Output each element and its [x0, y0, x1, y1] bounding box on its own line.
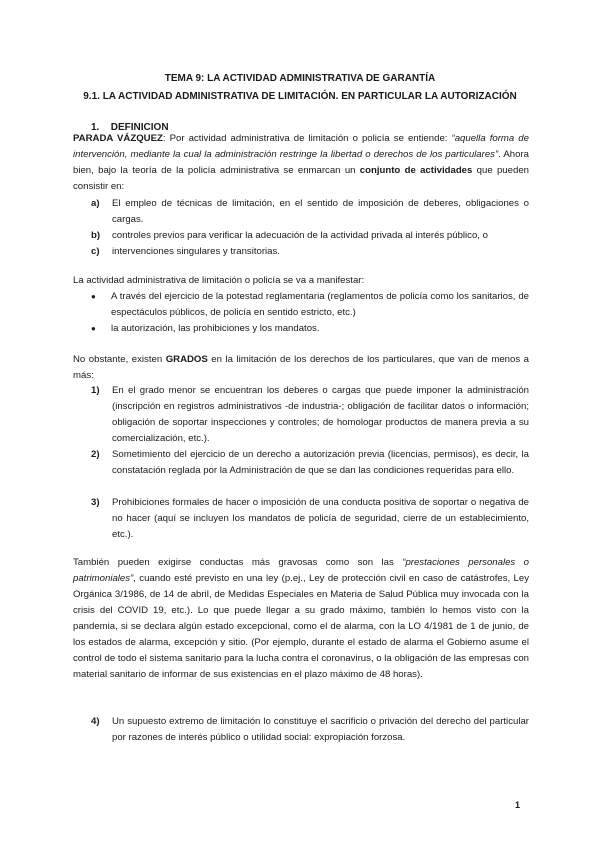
intro-text-1: : Por actividad administrativa de limitación o policía se entiende:: [162, 133, 452, 144]
intro-text-2: . Ahora bien, bajo la teoría de la policía administrativa se enmarcan un: [73, 149, 529, 176]
grado-marker: 3): [91, 497, 100, 508]
section-number: 1.: [91, 122, 100, 133]
grado-marker: 4): [91, 716, 100, 727]
grados-paragraph: [73, 352, 529, 384]
grado-text: Un supuesto extremo de limitación lo constituye el sacrificio o privación del derecho del particular por razones de interés público o utilidad social: expropiación forzosa.: [112, 716, 529, 743]
document-title: TEMA 9: LA ACTIVIDAD ADMINISTRATIVA DE GARANTÍA: [164, 73, 436, 84]
page-number: 1: [515, 800, 521, 810]
grado-text: En el grado menor se encuentran los deberes o cargas que puede imponer la administración (inscripción en registros administrativos -de industria-; obligación de facilitar datos o información; obligación de soportar inspecciones y controles; de homologar productos de manera previa a su comercialización, etc.).: [112, 385, 529, 444]
list-marker: a): [91, 198, 100, 209]
section-title: DEFINICION: [110, 122, 169, 133]
definition-quote: “aquella forma de intervención, mediante la cual la administración restringe la libertad o derechos de los particulares”: [73, 133, 529, 160]
intro-bold: conjunto de actividades: [359, 165, 473, 176]
list-marker: b): [91, 230, 101, 241]
document-subtitle: 9.1. LA ACTIVIDAD ADMINISTRATIVA DE LIMITACIÓN. EN PARTICULAR LA AUTORIZACIÓN: [83, 91, 517, 102]
list-text: El empleo de técnicas de limitación, en el sentido de imposición de deberes, obligaciones o cargas.: [112, 198, 529, 225]
grados-text-1: No obstante, existen: [73, 354, 166, 365]
grado-text: Sometimiento del ejercicio de un derecho a autorización previa (licencias, permisos), es decir, la constatación reglada por la Administración de que se dan las condiciones requeridas para ello.: [112, 449, 529, 476]
author-name: PARADA VÁZQUEZ: [73, 133, 163, 144]
intro-paragraph: [73, 131, 529, 195]
bullet-icon: ●: [91, 324, 96, 333]
grados-text-2: en la limitación de los derechos de los particulares, que van de menos a más:: [73, 354, 529, 381]
bullet-text: A través del ejercicio de la potestad reglamentaria (reglamentos de policía como los sanitarios, de espectáculos públicos, de policía en sentido estricto, etc.): [111, 291, 529, 318]
list-text: controles previos para verificar la adecuación de la actividad privada al interés público, o: [112, 230, 488, 241]
prestaciones-quote: “prestaciones personales o patrimoniales”: [73, 557, 529, 584]
list-marker: c): [91, 246, 100, 257]
grado-marker: 2): [91, 449, 100, 460]
prestaciones-text-2: , cuando esté previsto en una ley (p.ej., Ley de protección civil en caso de catástrofes, Ley Orgánica 3/1986, de 14 de abril, de Medidas Especiales en Materia de Salud Pública muy invocada con la crisis del COVID 19, etc.). Lo que puede llegar a su grado máximo, también lo hemos visto con la pandemia, si se declara algún estado excepcional, como el de alarma, con la LO 4/1981 de 1 de junio, de los estados de alarma, excepción y sitio. (Por ejemplo, durante el estado de alarma el Gobierno asume el control de todo el sistema sanitario para la lucha contra el coronavirus, o la obligación de las empresas con material sanitario de informar de sus existencias en el plazo máximo de 48 horas).: [73, 573, 529, 680]
manifest-intro: La actividad administrativa de limitación o policía se va a manifestar:: [73, 275, 365, 286]
grados-bold: GRADOS: [165, 354, 208, 365]
prestaciones-paragraph: [73, 555, 529, 683]
grado-marker: 1): [91, 385, 100, 396]
intro-text-3: que pueden consistir en:: [73, 165, 529, 192]
grado-text: Prohibiciones formales de hacer o imposición de una conducta positiva de soportar o negativa de no hacer (aquí se incluyen los mandatos de policía de seguridad, cierre de un establecimiento, etc.).: [112, 497, 529, 540]
bullet-text: la autorización, las prohibiciones y los mandatos.: [111, 323, 320, 334]
list-text: intervenciones singulares y transitorias.: [112, 246, 280, 257]
prestaciones-text-1: También pueden exigirse conductas más gravosas como son las: [73, 557, 403, 568]
bullet-icon: ●: [91, 292, 96, 301]
